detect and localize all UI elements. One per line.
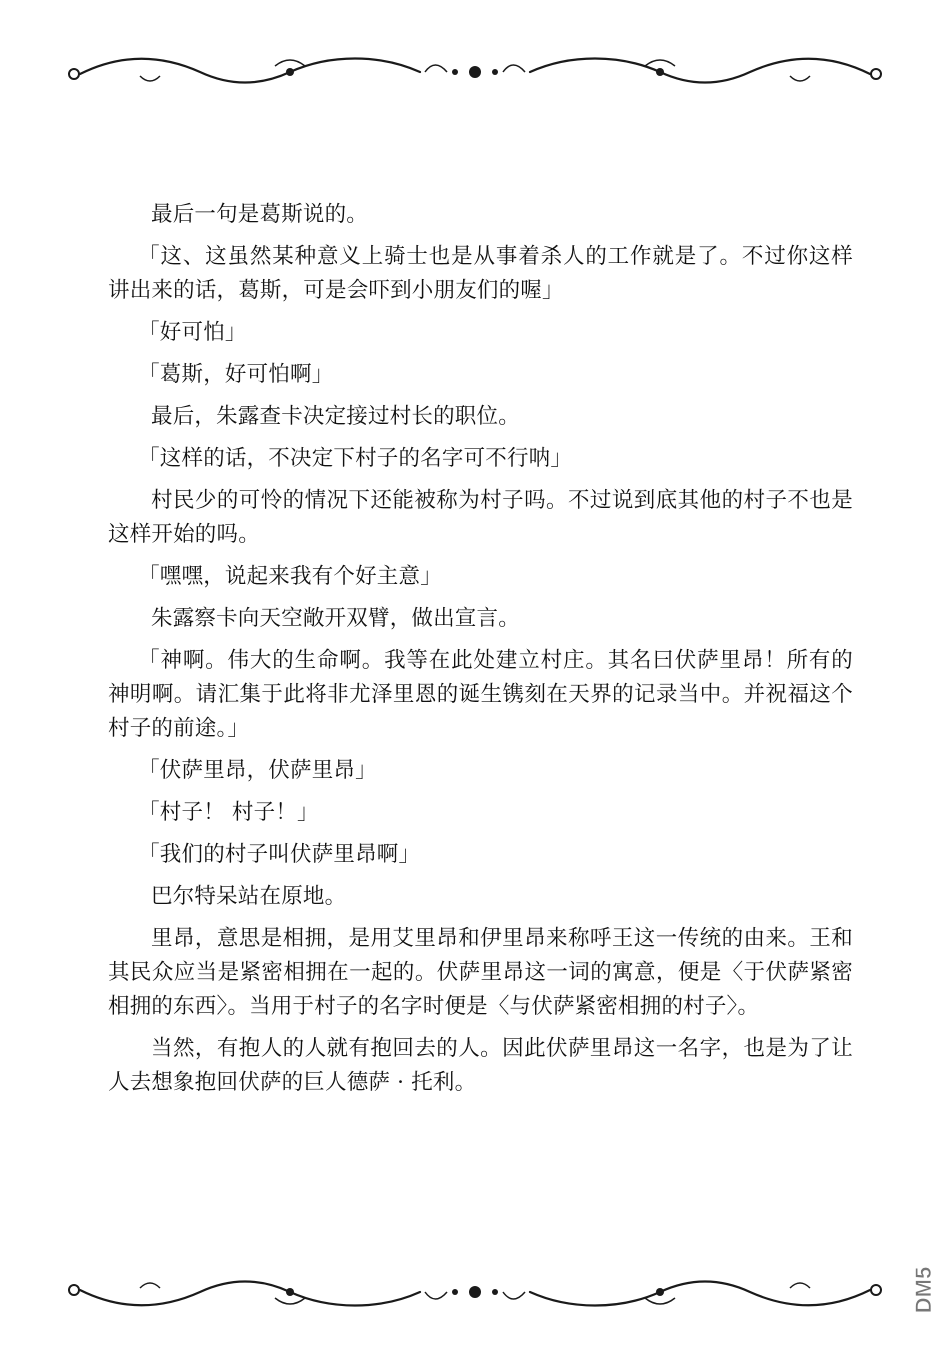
paragraph: 「葛斯，好可怕啊」 [138, 362, 334, 387]
paragraph: 「嘿嘿，说起来我有个好主意」 [138, 564, 442, 589]
bottom-ornamental-border [60, 1262, 890, 1318]
paragraph: 朱露察卡向天空敞开双臂，做出宣言。 [151, 606, 520, 631]
paragraph: 巴尔特呆站在原地。 [151, 884, 347, 909]
ornamental-vine-border-icon [60, 1262, 890, 1318]
paragraph: 「我们的村子叫伏萨里昂啊」 [138, 842, 421, 867]
paragraph: 「这、这虽然某种意义上骑士也是从事着杀人的工作就是了。不过你这样讲出来的话，葛斯，可是会吓到小朋友们的喔」 [108, 244, 853, 303]
ornamental-vine-border-icon [60, 46, 890, 102]
svg-text:DM5: DM5 [911, 1266, 936, 1314]
top-ornamental-border [60, 46, 890, 102]
paragraph: 当然，有抱人的人就有抱回去的人。因此伏萨里昂这一名字，也是为了让人去想象抱回伏萨的巨人德萨 · 托利。 [108, 1036, 853, 1095]
paragraph: 「伏萨里昂，伏萨里昂」 [138, 758, 377, 783]
paragraph: 最后，朱露查卡决定接过村长的职位。 [151, 404, 520, 429]
dm5-watermark-logo [908, 1242, 938, 1338]
paragraph: 「神啊。伟大的生命啊。我等在此处建立村庄。其名曰伏萨里昂！所有的神明啊。请汇集于此将非尤泽里恩的诞生镌刻在天界的记录当中。并祝福这个村子的前途。」 [108, 648, 853, 741]
paragraph: 「这样的话，不决定下村子的名字可不行呐」 [138, 446, 573, 471]
paragraph: 里昂，意思是相拥，是用艾里昂和伊里昂来称呼王这一传统的由来。王和其民众应当是紧密相拥在一起的。伏萨里昂这一词的寓意，便是〈于伏萨紧密相拥的东西〉。当用于村子的名字时便是〈与伏萨紧密相拥的村子〉。 [108, 926, 853, 1019]
paragraph: 村民少的可怜的情况下还能被称为村子吗。不过说到底其他的村子不也是这样开始的吗。 [108, 488, 853, 547]
dm5-logo-icon [908, 1242, 938, 1338]
body-text [108, 198, 853, 1108]
paragraph: 「村子！ 村子！」 [138, 800, 319, 825]
paragraph: 「好可怕」 [138, 320, 247, 345]
paragraph: 最后一句是葛斯说的。 [151, 202, 369, 227]
